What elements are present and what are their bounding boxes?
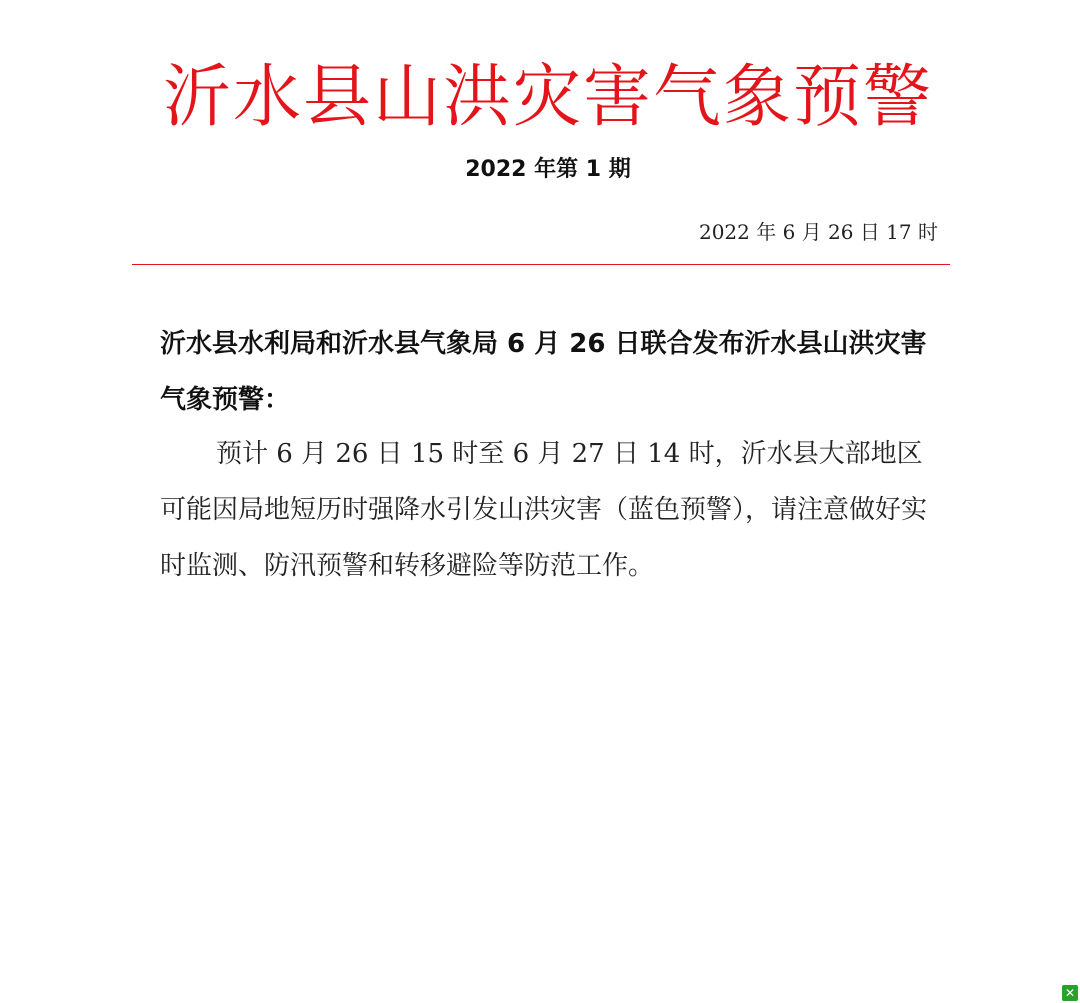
issue-datetime: 2022 年 6 月 26 日 17 时 xyxy=(698,220,938,244)
document-title: 沂水县山洪灾害气象预警 xyxy=(162,58,933,137)
app-badge-icon: ✕ xyxy=(1062,985,1078,1001)
lead-paragraph: 沂水县水利局和沂水县气象局 6 月 26 日联合发布沂水县山洪灾害气象预警： xyxy=(160,329,927,415)
issue-number: 2022 年第 1 期 xyxy=(465,157,631,182)
warning-body-paragraph: 预计 6 月 26 日 15 时至 6 月 27 日 14 时，沂水县大部地区可能因局地短历时强降水引发山洪灾害（蓝色预警），请注意做好实时监测、防汛预警和转移避险等防范工作。 xyxy=(160,439,928,581)
red-divider xyxy=(132,264,950,265)
